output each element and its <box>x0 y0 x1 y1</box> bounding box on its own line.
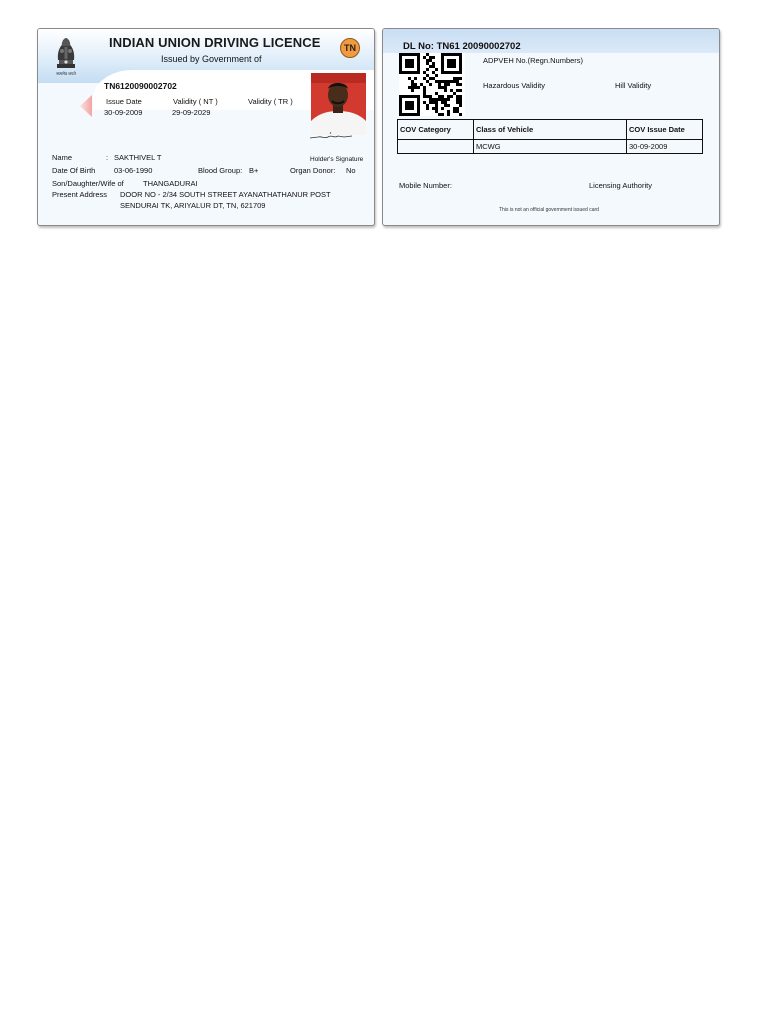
dob-value: 03-06-1990 <box>114 166 153 175</box>
holder-signature-icon <box>308 129 358 141</box>
address-label: Present Address <box>52 190 108 199</box>
disclaimer-text: This is not an official government issued card <box>499 207 599 213</box>
cov-cell-category <box>398 140 474 154</box>
organ-donor-label: Organ Donor: <box>290 166 336 175</box>
validity-tr-label: Validity ( TR ) <box>248 97 293 106</box>
cov-cell-class: MCWG <box>474 140 627 154</box>
relation-value: THANGADURAI <box>143 179 198 188</box>
cov-table <box>397 119 703 154</box>
blood-group-value: B+ <box>249 166 259 175</box>
validity-nt-value: 29-09-2029 <box>172 108 211 117</box>
issue-date-value: 30-09-2009 <box>104 108 143 117</box>
cov-cell-issue-date: 30-09-2009 <box>627 140 703 154</box>
mobile-number-label: Mobile Number: <box>399 181 452 190</box>
relation-label: Son/Daughter/Wife of <box>52 179 124 188</box>
name-separator: : <box>106 153 109 162</box>
cov-table-header-row <box>398 120 703 140</box>
licence-back-card <box>382 28 720 226</box>
state-badge: TN <box>340 38 360 58</box>
national-emblem-icon <box>52 34 80 78</box>
address-line-1: DOOR NO - 2/34 SOUTH STREET AYANATHATHANUR POST <box>120 190 331 199</box>
name-value: SAKTHIVEL T <box>114 153 162 162</box>
licensing-authority-label: Licensing Authority <box>589 181 652 190</box>
emblem-caption: सत्यमेव जयते <box>56 71 76 76</box>
licence-front-card <box>37 28 375 226</box>
dl-number-value: TN61 20090002702 <box>436 41 521 52</box>
adpveh-label: ADPVEH No.(Regn.Numbers) <box>483 56 584 65</box>
dl-number-label: DL No: <box>403 41 434 52</box>
licence-number: TN6120090002702 <box>104 81 177 91</box>
cov-header-class: Class of Vehicle <box>474 120 627 140</box>
blood-group-label: Blood Group: <box>198 166 243 175</box>
validity-nt-label: Validity ( NT ) <box>173 97 218 106</box>
cov-header-issue-date: COV Issue Date <box>627 120 703 140</box>
cov-header-category: COV Category <box>398 120 474 140</box>
dl-number-line <box>403 41 521 52</box>
hill-validity-label: Hill Validity <box>615 81 652 90</box>
address-line-2: SENDURAI TK, ARIYALUR DT, TN, 621709 <box>120 201 266 210</box>
hologram-flag-icon <box>80 95 92 117</box>
issued-by-text: Issued by Government of <box>161 54 262 64</box>
qr-code-icon <box>399 53 465 116</box>
card-title: INDIAN UNION DRIVING LICENCE <box>109 35 321 50</box>
issue-date-label: Issue Date <box>106 97 142 106</box>
name-label: Name <box>52 153 73 162</box>
table-row <box>398 140 703 154</box>
hazardous-validity-label: Hazardous Validity <box>483 81 545 90</box>
signature-label: Holder's Signature <box>310 156 364 163</box>
organ-donor-value: No <box>346 166 356 175</box>
holder-photo <box>311 73 366 135</box>
dob-label: Date Of Birth <box>52 166 96 175</box>
